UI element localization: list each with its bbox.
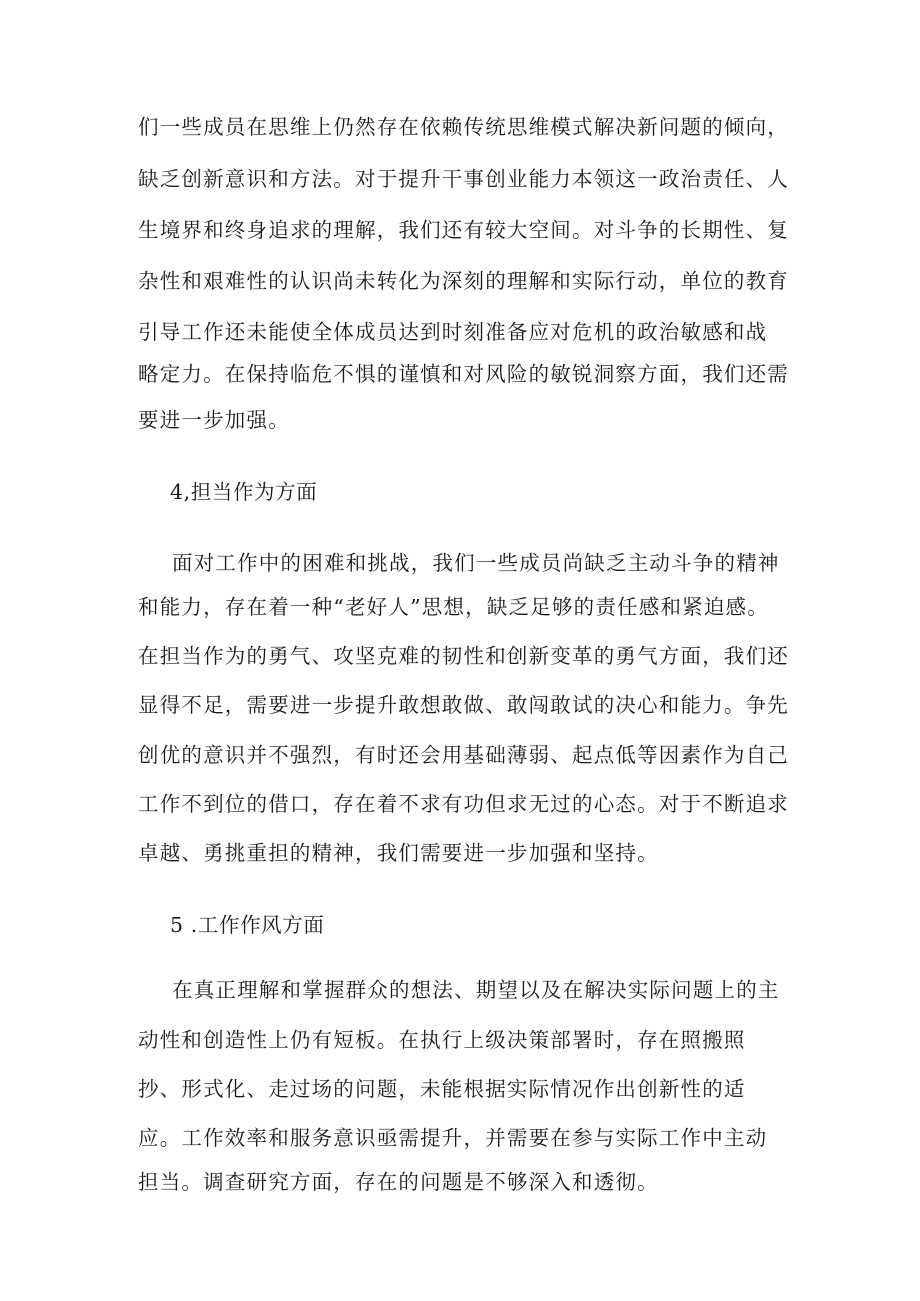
paragraph-line: 创优的意识并不强烈，有时还会用基础薄弱、起点低等因素作为自己 [138,743,789,767]
paragraph-line: 略定力。在保持临危不惧的谨慎和对风险的敏锐洞察方面，我们还需 [138,362,789,386]
section-heading-4: 4,担当作为方面 [170,480,318,504]
paragraph-line: 引导工作还未能使全体成员达到时刻准备应对危机的政治敏感和战 [138,320,768,344]
paragraph-line: 生境界和终身追求的理解，我们还有较大空间。对斗争的长期性、复 [138,218,789,242]
paragraph-line: 担当。调查研究方面，存在的问题是不够深入和透彻。 [138,1170,659,1194]
paragraph-line: 动性和创造性上仍有短板。在执行上级决策部署时，存在照搬照 [138,1028,746,1052]
paragraph-line: 杂性和艰难性的认识尚未转化为深刻的理解和实际行动，单位的教育 [138,269,789,293]
paragraph-line: 应。工作效率和服务意识亟需提升，并需要在参与实际工作中主动 [138,1126,768,1150]
paragraph-line: 要进一步加强。 [138,408,290,432]
paragraph-line: 面对工作中的困难和挑战，我们一些成员尚缺乏主动斗争的精神 [172,551,780,575]
paragraph-line: 工作不到位的借口，存在着不求有功但求无过的心态。对于不断追求 [138,792,789,816]
paragraph-line: 们一些成员在思维上仍然存在依赖传统思维模式解决新问题的倾向， [138,115,789,139]
paragraph-line: 在担当作为的勇气、攻坚克难的韧性和创新变革的勇气方面，我们还 [138,644,789,668]
paragraph-line: 和能力，存在着一种“老好人”思想，缺乏足够的责任感和紧迫感。 [138,595,769,619]
paragraph-line: 卓越、勇挑重担的精神，我们需要进一步加强和坚持。 [138,841,659,865]
paragraph-line: 在真正理解和掌握群众的想法、期望以及在解决实际问题上的主 [172,978,780,1002]
paragraph-line: 显得不足，需要进一步提升敢想敢做、敢闯敢试的决心和能力。争先 [138,693,789,717]
section-heading-5: 5 .工作作风方面 [170,913,325,937]
paragraph-line: 缺乏创新意识和方法。对于提升干事创业能力本领这一政治责任、人 [138,167,789,191]
paragraph-line: 抄、形式化、走过场的问题，未能根据实际情况作出创新性的适 [138,1077,746,1101]
